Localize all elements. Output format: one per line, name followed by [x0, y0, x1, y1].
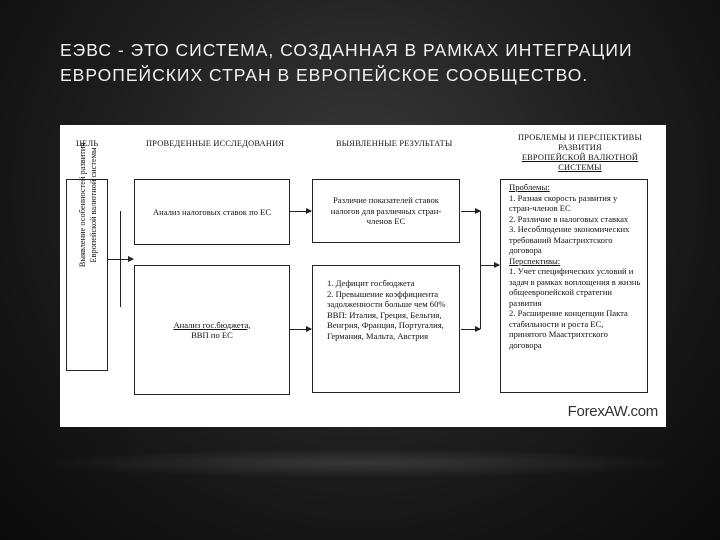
research-budget-line2: ВВП по ЕС: [191, 330, 233, 340]
prospect-item-1: 1. Учет специфических условий и задач в рамках воплощения в жизнь общеевропейской стратегии развития: [509, 266, 641, 308]
problems-label: Проблемы:: [509, 182, 550, 192]
results-item-1: 1. Дефицит госбюджета: [327, 278, 415, 288]
header-goal: ЦЕЛЬ: [76, 139, 99, 148]
header-problems: [500, 133, 660, 173]
floor-reflection: [40, 448, 680, 478]
connector-results-top: [461, 211, 480, 212]
watermark-logo: ForexAW.com: [567, 403, 658, 420]
problems-box: [500, 179, 648, 393]
prospects-label: Перспективы:: [509, 255, 561, 266]
header-results: ВЫЯВЛЕННЫЕ РЕЗУЛЬТАТЫ: [336, 139, 453, 148]
connector-results: [480, 211, 481, 329]
research-budget-line1: Анализ гос.бюджета,: [173, 319, 251, 330]
results-item-2: 2. Превышение коэффициента задолженности больше чем 60% ВВП: Италия, Греция, Бельгия, Венгрия, Франция, Португалия, Германия, Мальта, Австрия: [327, 288, 446, 341]
connector-research: [120, 211, 121, 307]
problem-item-1: 1. Разная скорость развития у стран-членов ЕС: [509, 192, 618, 213]
goal-text: Выявление особенностей развития Европейской валютной системы: [78, 142, 98, 268]
header-research: ПРОВЕДЕННЫЕ ИССЛЕДОВАНИЯ: [146, 139, 285, 148]
problem-item-3: 3. Несоблюдение экономических требований Маастрихтского договора: [509, 224, 630, 255]
arrow-research-results-1: [289, 211, 311, 212]
header-problems-line2: ЕВРОПЕЙСКОЙ ВАЛЮТНОЙ СИСТЕМЫ: [521, 153, 639, 172]
prospect-item-2: 2. Расширение концепции Пакта стабильности и роста ЕС, принятого Маастрихтского договора: [509, 308, 628, 350]
results-box-budget: [312, 265, 460, 393]
research-taxes-text: Анализ налоговых ставок по ЕС: [152, 206, 272, 217]
research-box-budget: [134, 265, 290, 395]
arrow-research-results-2: [289, 329, 311, 330]
problem-item-2: 2. Различие в налоговых ставках: [509, 213, 629, 224]
arrow-results-problems: [480, 265, 499, 266]
slide-title: ЕЭВС - ЭТО СИСТЕМА, СОЗДАННАЯ В РАМКАХ ИНТЕГРАЦИИ ЕВРОПЕЙСКИХ СТРАН В ЕВРОПЕЙСКОЕ СООБЩЕСТВО.: [60, 40, 633, 85]
connector-results-bottom: [461, 329, 480, 330]
header-problems-line1: ПРОБЛЕМЫ И ПЕРСПЕКТИВЫ РАЗВИТИЯ: [518, 133, 642, 152]
results-taxes-text: Различие показателей ставок налогов для различных стран-членов ЕС: [330, 195, 442, 227]
diagram-image: [60, 125, 666, 427]
research-box-taxes: [134, 179, 290, 245]
results-box-taxes: [312, 179, 460, 243]
